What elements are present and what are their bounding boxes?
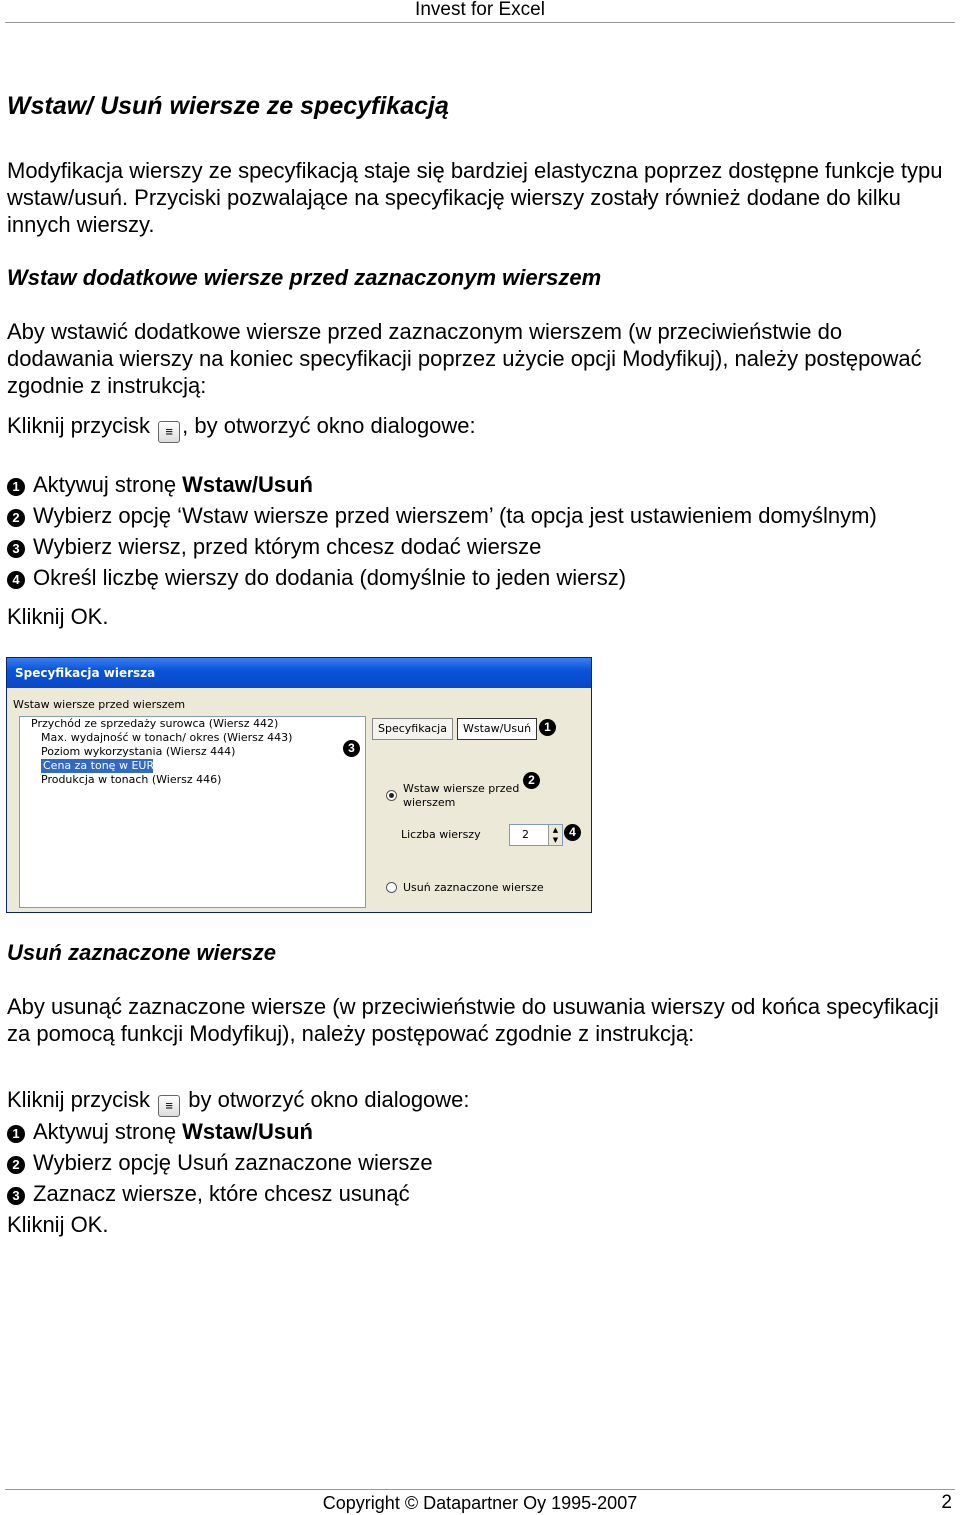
step-text: Wybierz opcję ‘Wstaw wiersze przed wierszem’ (ta opcja jest ustawieniem domyślnym) <box>33 503 877 528</box>
insert-step-1 <box>7 471 313 498</box>
list-item[interactable]: Max. wydajność w tonach/ okres (Wiersz 443) <box>41 731 293 744</box>
radio-delete-selected[interactable] <box>386 882 397 893</box>
insert-ok: Kliknij OK. <box>7 604 109 629</box>
step-number: 3 <box>7 1187 25 1205</box>
delete-paragraph: Aby usunąć zaznaczone wiersze (w przeciwieństwie do usuwania wierszy od końca specyfikacji za pomocą funkcji Modyfikuj), należy postępować zgodnie z instrukcją: <box>7 994 939 1046</box>
delete-step-2 <box>7 1149 433 1176</box>
row-count-stepper[interactable] <box>509 824 563 846</box>
insert-step-4 <box>7 564 626 591</box>
tab-insert-delete[interactable]: Wstaw/Usuń <box>457 718 537 740</box>
insert-step-2 <box>7 502 877 529</box>
step-number: 4 <box>7 571 25 589</box>
delete-ok: Kliknij OK. <box>7 1212 109 1237</box>
step-number: 3 <box>7 540 25 558</box>
radio-insert-before[interactable] <box>386 790 397 801</box>
radio-delete-label: Usuń zaznaczone wiersze <box>403 881 544 894</box>
intro-paragraph: Modyfikacja wierszy ze specyfikacją staje się bardziej elastyczna poprzez dostępne funkcje typu wstaw/usuń. Przyciski pozwalające na specyfikację wierszy zostały również dodane do kilku innych wierszy. <box>7 158 943 237</box>
row-specification-dialog <box>6 657 592 913</box>
insert-heading: Wstaw dodatkowe wiersze przed zaznaczonym wierszem <box>7 265 602 290</box>
step-text: Wybierz opcję Usuń zaznaczone wiersze <box>33 1150 433 1175</box>
delete-heading: Usuń zaznaczone wiersze <box>7 940 276 965</box>
step-text: Aktywuj stronę <box>33 1119 183 1144</box>
step-bold-text: Wstaw/Usuń <box>182 1119 313 1144</box>
marker-4: 4 <box>564 824 581 841</box>
marker-3: 3 <box>343 740 360 757</box>
insert-click-line <box>7 412 950 443</box>
delete-step-3 <box>7 1180 410 1207</box>
footer-divider <box>5 1489 955 1490</box>
step-text: Aktywuj stronę <box>33 472 183 497</box>
stepper-arrows-icon[interactable]: ▲ ▼ <box>548 825 562 845</box>
list-item[interactable]: Produkcja w tonach (Wiersz 446) <box>41 773 222 786</box>
step-number: 2 <box>7 509 25 527</box>
specify-button-icon[interactable]: ≡ <box>158 421 180 443</box>
step-text: Określ liczbę wierszy do dodania (domyślnie to jeden wiersz) <box>33 565 627 590</box>
footer-copyright: Copyright © Datapartner Oy 1995-2007 <box>322 1493 638 1513</box>
header-divider <box>5 22 955 23</box>
radio-insert-label: Wstaw wiersze przed wierszem <box>403 782 520 809</box>
row-listbox[interactable] <box>19 716 366 908</box>
page-number: 2 <box>941 1492 952 1513</box>
step-text: Zaznacz wiersze, które chcesz usunąć <box>33 1181 410 1206</box>
specify-button-icon[interactable]: ≡ <box>158 1095 180 1117</box>
marker-2: 2 <box>523 772 540 789</box>
step-text: Wybierz wiersz, przed którym chcesz dodać wiersze <box>33 534 542 559</box>
step-number: 2 <box>7 1156 25 1174</box>
count-label: Liczba wierszy <box>401 828 481 841</box>
insert-step-3 <box>7 533 541 560</box>
click-after-text: , by otworzyć okno dialogowe: <box>182 413 476 438</box>
delete-step-1 <box>7 1118 313 1145</box>
section-title: Wstaw/ Usuń wiersze ze specyfikacją <box>7 92 449 120</box>
click-text: Kliknij przycisk <box>7 1087 151 1112</box>
click-text: Kliknij przycisk <box>7 413 151 438</box>
step-bold-text: Wstaw/Usuń <box>182 472 313 497</box>
dialog-title: Specyfikacja wiersza <box>7 658 591 688</box>
step-number: 1 <box>7 1125 25 1143</box>
page-header: Invest for Excel <box>415 0 545 20</box>
step-number: 1 <box>7 478 25 496</box>
insert-paragraph: Aby wstawić dodatkowe wiersze przed zaznaczonym wierszem (w przeciwieństwie do dodawania wierszy na koniec specyfikacji poprzez użycie opcji Modyfikuj), należy postępować zgodnie z instrukcją: <box>7 319 922 398</box>
list-item[interactable]: Przychód ze sprzedaży surowca (Wiersz 442) <box>31 717 279 730</box>
row-count-value: 2 <box>522 828 529 841</box>
group-label: Wstaw wiersze przed wierszem <box>13 698 186 711</box>
tab-specification[interactable]: Specyfikacja <box>372 718 453 740</box>
list-item[interactable]: Poziom wykorzystania (Wiersz 444) <box>41 745 236 758</box>
list-item-selected[interactable]: Cena za tonę w EUR (Wiersz 445) <box>43 759 228 772</box>
marker-1: 1 <box>539 719 556 736</box>
click-after-text: by otworzyć okno dialogowe: <box>182 1087 470 1112</box>
delete-click-line <box>7 1086 950 1117</box>
